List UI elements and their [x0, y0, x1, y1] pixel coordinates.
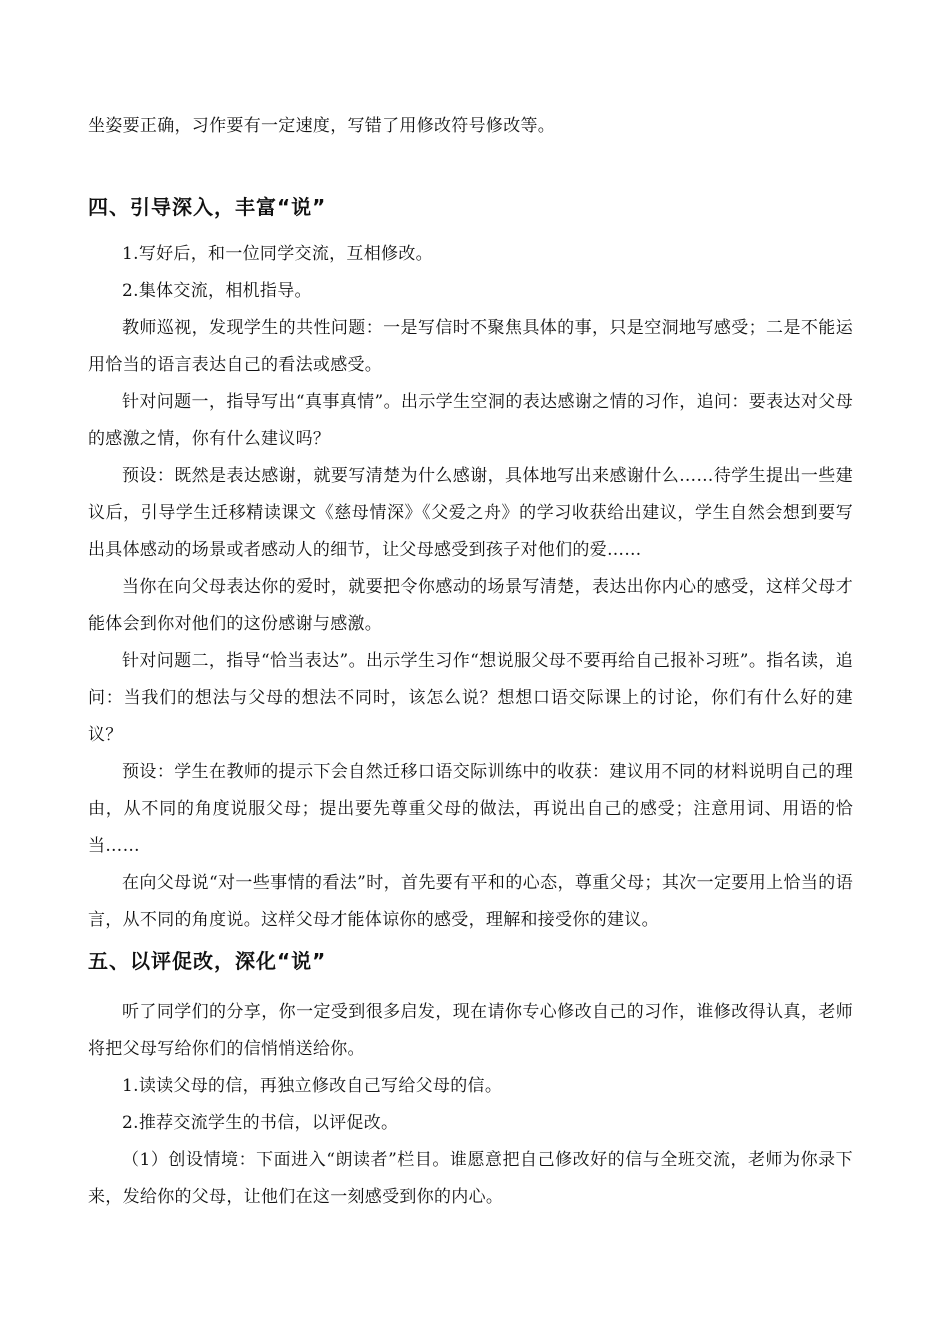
spacer — [88, 980, 853, 994]
paragraph: 当你在向父母表达你的爱时，就要把令你感动的场景写清楚，表达出你内心的感受，这样父母才能体会到你对他们的这份感谢与感激。 — [88, 577, 853, 634]
intro-continuation: 坐姿要正确，习作要有一定速度，写错了用修改符号修改等。 — [88, 116, 556, 136]
paragraph: 针对问题二，指导“恰当表达”。出示学生习作“想说服父母不要再给自己报补习班”。指名读，追问：当我们的想法与父母的想法不同时，该怎么说？想想口语交际课上的讨论，你们有什么好的建议？ — [88, 651, 853, 745]
paragraph: 针对问题一，指导写出“真事真情”。出示学生空洞的表达感谢之情的习作，追问：要表达对父母的感激之情，你有什么建议吗？ — [88, 392, 853, 449]
paragraph: 教师巡视，发现学生的共性问题：一是写信时不聚焦具体的事，只是空洞地写感受；二是不能运用恰当的语言表达自己的看法或感受。 — [88, 318, 853, 375]
paragraph: 2.集体交流，相机指导。 — [122, 281, 312, 301]
paragraph: 在向父母说“对一些事情的看法”时，首先要有平和的心态，尊重父母；其次一定要用上恰当的语言，从不同的角度说。这样父母才能体谅你的感受，理解和接受你的建议。 — [88, 873, 853, 930]
document-body — [88, 108, 853, 1216]
paragraph: 预设：既然是表达感谢，就要写清楚为什么感谢，具体地写出来感谢什么……待学生提出一些建议后，引导学生迁移精读课文《慈母情深》《父爱之舟》的学习收获给出建议，学生自然会想到要写出具体感动的场景或者感动人的细节，让父母感受到孩子对他们的爱…… — [88, 466, 853, 560]
paragraph: 听了同学们的分享，你一定受到很多启发，现在请你专心修改自己的习作，谁修改得认真，老师将把父母写给你们的信悄悄送给你。 — [88, 1002, 853, 1059]
paragraph: 预设：学生在教师的提示下会自然迁移口语交际训练中的收获：建议用不同的材料说明自己的理由，从不同的角度说服父母；提出要先尊重父母的做法，再说出自己的感受；注意用词、用语的恰当…… — [88, 762, 853, 856]
section-5-heading: 五、以评促改，深化“说” — [88, 949, 327, 973]
spacer — [88, 226, 853, 236]
paragraph: 2.推荐交流学生的书信，以评促改。 — [122, 1113, 399, 1133]
paragraph: 1.写好后，和一位同学交流，互相修改。 — [122, 244, 433, 264]
paragraph: 1.读读父母的信，再独立修改自己写给父母的信。 — [122, 1076, 503, 1096]
section-4-heading: 四、引导深入，丰富“说” — [88, 195, 327, 219]
spacer — [88, 145, 853, 189]
paragraph: （1）创设情境：下面进入“朗读者”栏目。谁愿意把自己修改好的信与全班交流，老师为你录下来，发给你的父母，让他们在这一刻感受到你的内心。 — [88, 1150, 853, 1207]
